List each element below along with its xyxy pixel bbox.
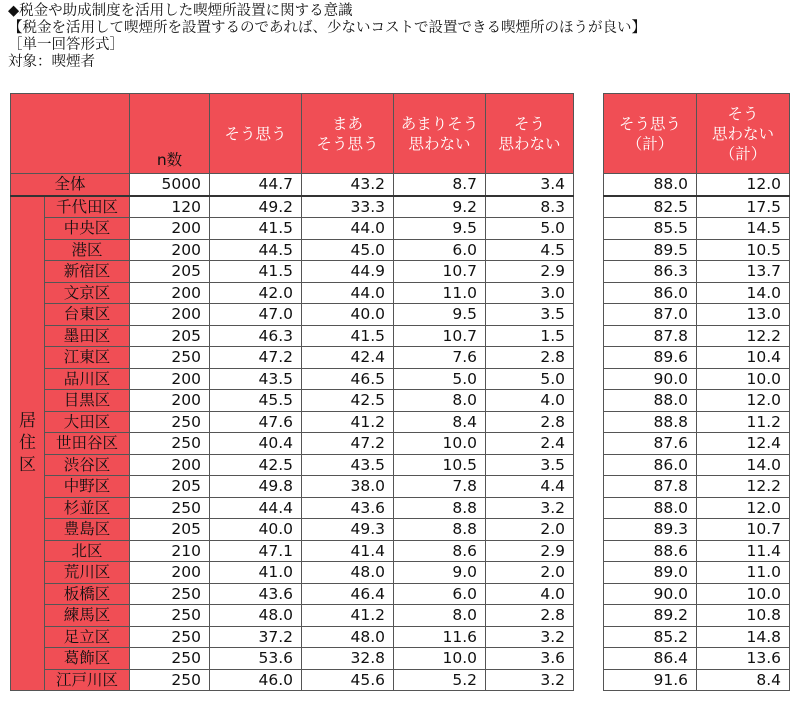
cell-disagree-total: 12.0 (697, 174, 790, 196)
cell-n: 200 (130, 218, 210, 240)
cell-somewhat-disagree: 6.0 (394, 583, 486, 605)
cell-disagree-total: 10.4 (697, 347, 790, 369)
cell-somewhat-disagree: 9.0 (394, 562, 486, 584)
cell-agree-total: 85.5 (604, 218, 697, 240)
cell-somewhat-disagree: 8.7 (394, 174, 486, 196)
cell-disagree: 4.0 (486, 583, 574, 605)
row-label: 葛飾区 (45, 648, 130, 670)
cell-disagree-total: 14.0 (697, 454, 790, 476)
cell-disagree: 3.2 (486, 669, 574, 691)
cell-somewhat-disagree: 8.8 (394, 519, 486, 541)
cell-somewhat-agree: 43.2 (302, 174, 394, 196)
cell-n: 205 (130, 519, 210, 541)
row-label: 世田谷区 (45, 433, 130, 455)
page-title: ◆税金や助成制度を活用した喫煙所設置に関する意識 (8, 3, 353, 19)
cell-somewhat-disagree: 8.4 (394, 411, 486, 433)
cell-agree: 49.2 (210, 196, 302, 218)
cell-agree-total: 86.0 (604, 454, 697, 476)
cell-agree: 44.7 (210, 174, 302, 196)
cell-somewhat-disagree: 5.2 (394, 669, 486, 691)
row-label: 目黒区 (45, 390, 130, 412)
cell-agree-total: 86.3 (604, 261, 697, 283)
cell-n: 250 (130, 433, 210, 455)
cell-n: 250 (130, 411, 210, 433)
row-label: 文京区 (45, 282, 130, 304)
column-gap (574, 433, 604, 455)
cell-agree: 49.8 (210, 476, 302, 498)
cell-agree: 53.6 (210, 648, 302, 670)
cell-agree-total: 89.5 (604, 239, 697, 261)
row-label: 港区 (45, 239, 130, 261)
target-respondents: 対象：喫煙者 (8, 54, 95, 70)
cell-agree-total: 88.0 (604, 174, 697, 196)
cell-agree-total: 89.2 (604, 605, 697, 627)
table-row (11, 648, 790, 670)
row-label: 杉並区 (45, 497, 130, 519)
cell-somewhat-agree: 46.4 (302, 583, 394, 605)
cell-somewhat-disagree: 9.2 (394, 196, 486, 218)
cell-disagree: 3.2 (486, 497, 574, 519)
cell-disagree-total: 10.0 (697, 368, 790, 390)
cell-somewhat-disagree: 7.6 (394, 347, 486, 369)
row-label: 大田区 (45, 411, 130, 433)
cell-disagree-total: 10.5 (697, 239, 790, 261)
column-gap (574, 626, 604, 648)
table-row (11, 476, 790, 498)
cell-somewhat-agree: 47.2 (302, 433, 394, 455)
row-label: 江戸川区 (45, 669, 130, 691)
cell-somewhat-agree: 41.2 (302, 411, 394, 433)
column-gap (574, 519, 604, 541)
cell-agree-total: 90.0 (604, 368, 697, 390)
cell-disagree-total: 10.7 (697, 519, 790, 541)
cell-disagree: 2.4 (486, 433, 574, 455)
cell-somewhat-agree: 43.6 (302, 497, 394, 519)
column-gap (574, 476, 604, 498)
cell-somewhat-agree: 33.3 (302, 196, 394, 218)
question-text: 【税金を活用して喫煙所を設置するのであれば、少ないコストで設置できる喫煙所のほうが良い】 (8, 20, 646, 36)
column-gap (574, 347, 604, 369)
cell-agree-total: 89.0 (604, 562, 697, 584)
cell-disagree: 5.0 (486, 368, 574, 390)
cell-disagree: 2.9 (486, 261, 574, 283)
cell-disagree-total: 11.4 (697, 540, 790, 562)
table-row (11, 347, 790, 369)
cell-somewhat-disagree: 5.0 (394, 368, 486, 390)
cell-agree: 47.2 (210, 347, 302, 369)
cell-disagree: 2.8 (486, 347, 574, 369)
cell-somewhat-agree: 45.0 (302, 239, 394, 261)
cell-disagree-total: 13.6 (697, 648, 790, 670)
cell-somewhat-agree: 45.6 (302, 669, 394, 691)
cell-n: 200 (130, 239, 210, 261)
cell-somewhat-agree: 48.0 (302, 626, 394, 648)
cell-agree: 47.6 (210, 411, 302, 433)
cell-disagree: 3.5 (486, 454, 574, 476)
row-label: 江東区 (45, 347, 130, 369)
row-label: 板橋区 (45, 583, 130, 605)
table-row (11, 304, 790, 326)
header-row (11, 94, 790, 174)
col-header-agree-total: そう思う （計） (604, 94, 697, 174)
answer-format: ［単一回答形式］ (8, 37, 124, 53)
cell-agree-total: 88.8 (604, 411, 697, 433)
column-gap (574, 390, 604, 412)
column-gap (574, 454, 604, 476)
cell-agree: 42.0 (210, 282, 302, 304)
cell-agree-total: 87.8 (604, 476, 697, 498)
cell-somewhat-disagree: 8.6 (394, 540, 486, 562)
cell-disagree: 1.5 (486, 325, 574, 347)
column-gap (574, 583, 604, 605)
cell-somewhat-disagree: 11.0 (394, 282, 486, 304)
column-gap (574, 325, 604, 347)
table-row (11, 196, 790, 218)
cell-somewhat-disagree: 9.5 (394, 218, 486, 240)
cell-somewhat-disagree: 10.0 (394, 648, 486, 670)
table-row (11, 583, 790, 605)
cell-somewhat-disagree: 9.5 (394, 304, 486, 326)
cell-n: 250 (130, 497, 210, 519)
cell-disagree: 2.0 (486, 562, 574, 584)
row-label: 品川区 (45, 368, 130, 390)
cell-disagree-total: 8.4 (697, 669, 790, 691)
row-label: 荒川区 (45, 562, 130, 584)
cell-somewhat-disagree: 10.7 (394, 261, 486, 283)
row-label: 全体 (11, 174, 130, 196)
group-label-char: 住 (19, 433, 36, 454)
table-row-total (11, 174, 790, 196)
table-row (11, 433, 790, 455)
cell-somewhat-disagree: 8.0 (394, 605, 486, 627)
row-label: 中央区 (45, 218, 130, 240)
cell-disagree: 4.5 (486, 239, 574, 261)
cell-disagree-total: 11.0 (697, 562, 790, 584)
cell-disagree: 2.8 (486, 411, 574, 433)
row-label: 千代田区 (45, 196, 130, 218)
cell-n: 200 (130, 390, 210, 412)
col-header-somewhat-agree: まあ そう思う (302, 94, 394, 174)
cell-somewhat-agree: 44.0 (302, 282, 394, 304)
cell-agree-total: 85.2 (604, 626, 697, 648)
cell-disagree-total: 12.0 (697, 390, 790, 412)
cell-disagree: 8.3 (486, 196, 574, 218)
results-table (10, 93, 790, 691)
cell-disagree-total: 11.2 (697, 411, 790, 433)
cell-agree: 46.0 (210, 669, 302, 691)
cell-disagree-total: 12.4 (697, 433, 790, 455)
row-label: 豊島区 (45, 519, 130, 541)
row-label: 墨田区 (45, 325, 130, 347)
table-row (11, 390, 790, 412)
cell-agree-total: 88.0 (604, 497, 697, 519)
cell-somewhat-disagree: 6.0 (394, 239, 486, 261)
cell-agree: 41.5 (210, 218, 302, 240)
cell-disagree: 2.8 (486, 605, 574, 627)
column-gap (574, 174, 604, 196)
cell-disagree: 4.0 (486, 390, 574, 412)
cell-disagree: 3.5 (486, 304, 574, 326)
cell-agree-total: 89.6 (604, 347, 697, 369)
table-row (11, 282, 790, 304)
cell-agree-total: 90.0 (604, 583, 697, 605)
col-header-disagree: そう 思わない (486, 94, 574, 174)
col-header-n: n数 (130, 94, 210, 174)
row-label: 足立区 (45, 626, 130, 648)
cell-disagree-total: 12.2 (697, 476, 790, 498)
cell-somewhat-disagree: 7.8 (394, 476, 486, 498)
column-gap (574, 605, 604, 627)
cell-disagree: 3.4 (486, 174, 574, 196)
table-row (11, 454, 790, 476)
column-gap (574, 282, 604, 304)
column-gap (574, 540, 604, 562)
cell-n: 250 (130, 626, 210, 648)
cell-disagree-total: 14.5 (697, 218, 790, 240)
column-gap (574, 261, 604, 283)
cell-n: 205 (130, 261, 210, 283)
cell-somewhat-disagree: 10.0 (394, 433, 486, 455)
cell-somewhat-disagree: 8.0 (394, 390, 486, 412)
cell-disagree: 3.6 (486, 648, 574, 670)
row-label: 中野区 (45, 476, 130, 498)
cell-somewhat-agree: 48.0 (302, 562, 394, 584)
group-label-char: 区 (19, 455, 36, 476)
cell-n: 200 (130, 282, 210, 304)
cell-n: 250 (130, 669, 210, 691)
cell-disagree-total: 12.0 (697, 497, 790, 519)
cell-agree: 37.2 (210, 626, 302, 648)
cell-somewhat-agree: 41.5 (302, 325, 394, 347)
cell-disagree: 4.4 (486, 476, 574, 498)
column-gap (574, 562, 604, 584)
cell-agree-total: 87.0 (604, 304, 697, 326)
cell-agree-total: 87.6 (604, 433, 697, 455)
cell-disagree-total: 17.5 (697, 196, 790, 218)
cell-somewhat-disagree: 10.7 (394, 325, 486, 347)
cell-agree-total: 86.0 (604, 282, 697, 304)
cell-agree: 43.5 (210, 368, 302, 390)
table-row (11, 325, 790, 347)
cell-agree: 44.5 (210, 239, 302, 261)
cell-agree: 46.3 (210, 325, 302, 347)
cell-agree: 48.0 (210, 605, 302, 627)
row-label: 北区 (45, 540, 130, 562)
cell-agree: 40.0 (210, 519, 302, 541)
corner-cell-label (45, 94, 130, 174)
cell-agree-total: 82.5 (604, 196, 697, 218)
column-gap (574, 497, 604, 519)
cell-disagree-total: 10.8 (697, 605, 790, 627)
table-row (11, 411, 790, 433)
cell-agree: 45.5 (210, 390, 302, 412)
row-label: 渋谷区 (45, 454, 130, 476)
cell-somewhat-disagree: 8.8 (394, 497, 486, 519)
cell-somewhat-agree: 44.9 (302, 261, 394, 283)
table-row (11, 497, 790, 519)
cell-n: 200 (130, 304, 210, 326)
row-label: 台東区 (45, 304, 130, 326)
cell-disagree-total: 13.7 (697, 261, 790, 283)
cell-somewhat-agree: 42.4 (302, 347, 394, 369)
cell-n: 250 (130, 605, 210, 627)
row-label: 練馬区 (45, 605, 130, 627)
cell-agree-total: 86.4 (604, 648, 697, 670)
cell-somewhat-agree: 46.5 (302, 368, 394, 390)
cell-agree: 47.0 (210, 304, 302, 326)
cell-disagree: 2.0 (486, 519, 574, 541)
cell-somewhat-agree: 43.5 (302, 454, 394, 476)
cell-agree: 44.4 (210, 497, 302, 519)
cell-disagree-total: 14.8 (697, 626, 790, 648)
column-gap (574, 196, 604, 218)
cell-disagree: 3.2 (486, 626, 574, 648)
table-row (11, 218, 790, 240)
column-gap (574, 239, 604, 261)
cell-disagree: 3.0 (486, 282, 574, 304)
cell-n: 205 (130, 476, 210, 498)
col-header-somewhat-disagree: あまりそう 思わない (394, 94, 486, 174)
cell-agree: 47.1 (210, 540, 302, 562)
cell-disagree-total: 10.0 (697, 583, 790, 605)
cell-n: 200 (130, 368, 210, 390)
cell-somewhat-agree: 32.8 (302, 648, 394, 670)
cell-agree-total: 88.0 (604, 390, 697, 412)
cell-somewhat-agree: 41.2 (302, 605, 394, 627)
column-gap (574, 368, 604, 390)
column-gap (574, 94, 604, 174)
table-row (11, 669, 790, 691)
row-label: 新宿区 (45, 261, 130, 283)
cell-somewhat-agree: 41.4 (302, 540, 394, 562)
corner-cell (11, 94, 45, 174)
cell-n: 250 (130, 347, 210, 369)
cell-somewhat-agree: 40.0 (302, 304, 394, 326)
column-gap (574, 648, 604, 670)
cell-agree: 41.0 (210, 562, 302, 584)
cell-disagree-total: 13.0 (697, 304, 790, 326)
cell-n: 200 (130, 562, 210, 584)
cell-n: 200 (130, 454, 210, 476)
cell-n: 250 (130, 648, 210, 670)
cell-n: 250 (130, 583, 210, 605)
cell-somewhat-disagree: 10.5 (394, 454, 486, 476)
cell-disagree-total: 12.2 (697, 325, 790, 347)
table-row (11, 605, 790, 627)
cell-agree: 41.5 (210, 261, 302, 283)
cell-n: 5000 (130, 174, 210, 196)
cell-somewhat-agree: 38.0 (302, 476, 394, 498)
cell-agree: 40.4 (210, 433, 302, 455)
cell-somewhat-disagree: 11.6 (394, 626, 486, 648)
cell-somewhat-agree: 49.3 (302, 519, 394, 541)
cell-n: 205 (130, 325, 210, 347)
table-row (11, 261, 790, 283)
column-gap (574, 304, 604, 326)
cell-disagree: 2.9 (486, 540, 574, 562)
cell-agree: 43.6 (210, 583, 302, 605)
table-row (11, 540, 790, 562)
cell-somewhat-agree: 44.0 (302, 218, 394, 240)
table-row (11, 519, 790, 541)
cell-agree-total: 91.6 (604, 669, 697, 691)
col-header-disagree-total: そう 思わない （計） (697, 94, 790, 174)
cell-disagree-total: 14.0 (697, 282, 790, 304)
column-gap (574, 411, 604, 433)
cell-agree-total: 88.6 (604, 540, 697, 562)
group-label-residence-ward (11, 196, 45, 691)
cell-agree-total: 89.3 (604, 519, 697, 541)
table-row (11, 626, 790, 648)
table-row (11, 368, 790, 390)
group-label-char: 居 (19, 411, 36, 432)
col-header-agree: そう思う (210, 94, 302, 174)
cell-disagree: 5.0 (486, 218, 574, 240)
cell-n: 120 (130, 196, 210, 218)
cell-agree-total: 87.8 (604, 325, 697, 347)
column-gap (574, 669, 604, 691)
table-row (11, 562, 790, 584)
cell-n: 210 (130, 540, 210, 562)
cell-somewhat-agree: 42.5 (302, 390, 394, 412)
table-row (11, 239, 790, 261)
cell-agree: 42.5 (210, 454, 302, 476)
column-gap (574, 218, 604, 240)
